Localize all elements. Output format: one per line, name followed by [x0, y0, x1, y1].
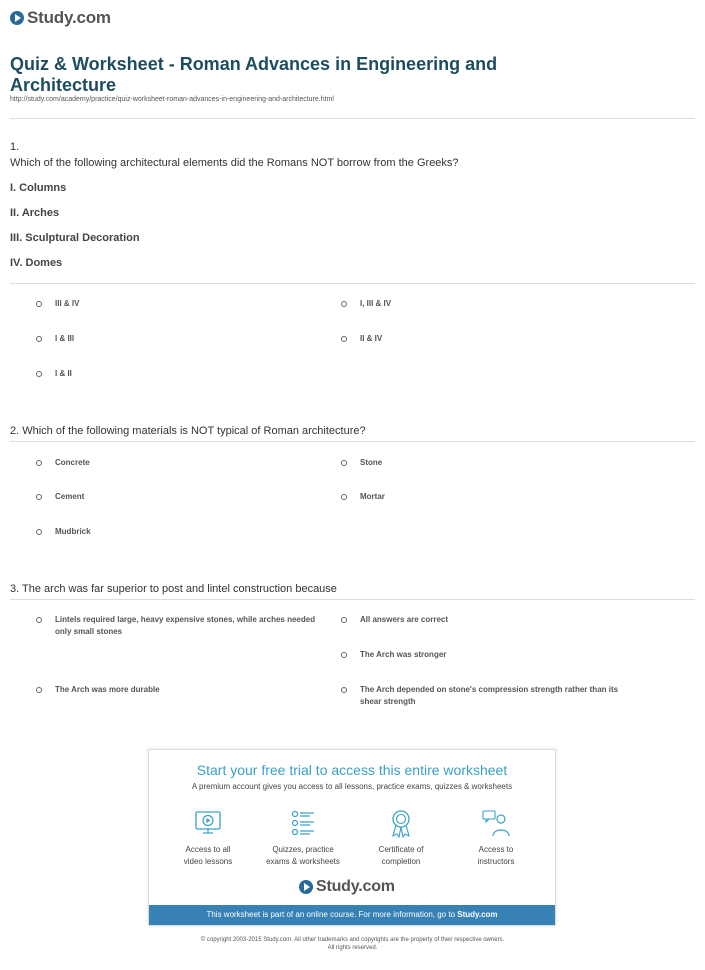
- radio-button[interactable]: [341, 301, 347, 307]
- q1-option[interactable]: [36, 368, 72, 380]
- option-label: Concrete: [55, 458, 90, 467]
- q2-option[interactable]: [341, 457, 382, 469]
- divider: [10, 599, 695, 600]
- radio-button[interactable]: [36, 687, 42, 693]
- feature-label: video lessons: [183, 857, 233, 866]
- q3-option[interactable]: [341, 614, 448, 626]
- option-label: All answers are correct: [360, 615, 449, 624]
- promo-bar-link[interactable]: Study.com: [457, 910, 498, 919]
- q2-option[interactable]: [36, 457, 90, 469]
- question-1-item: II. Arches: [10, 207, 60, 219]
- q3-option[interactable]: [341, 684, 631, 708]
- option-label: The Arch was stronger: [360, 650, 447, 659]
- logo-text: Study.com: [27, 8, 111, 27]
- option-label: Mudbrick: [55, 527, 91, 536]
- q1-option[interactable]: [341, 333, 382, 345]
- option-label: Mortar: [360, 492, 385, 501]
- radio-button[interactable]: [341, 617, 347, 623]
- feature-label: Access to all: [185, 845, 231, 854]
- radio-button[interactable]: [341, 336, 347, 342]
- divider: [10, 118, 695, 119]
- radio-button[interactable]: [36, 301, 42, 307]
- feature-certificate: [361, 808, 441, 868]
- feature-label: exams & worksheets: [266, 857, 340, 866]
- option-label: Stone: [360, 458, 383, 467]
- radio-button[interactable]: [36, 617, 42, 623]
- page-title: Quiz & Worksheet - Roman Advances in Engineering and Architecture: [10, 54, 498, 95]
- question-1-item: IV. Domes: [10, 257, 63, 269]
- q3-option[interactable]: [36, 684, 160, 696]
- promo-box: [148, 749, 556, 926]
- q1-option[interactable]: [341, 298, 391, 310]
- feature-video-lessons: [168, 808, 248, 868]
- question-1-text: Which of the following architectural elements did the Romans NOT borrow from the Greeks?: [10, 157, 459, 169]
- copyright-line: All rights reserved.: [327, 945, 378, 951]
- study-logo[interactable]: [10, 8, 111, 28]
- option-label: I & II: [55, 369, 72, 378]
- option-label: Lintels required large, heavy expensive stones, while arches needed only small stones: [55, 615, 316, 636]
- q2-option[interactable]: [36, 526, 91, 538]
- option-label: The Arch depended on stone's compression strength rather than its shear strength: [360, 685, 619, 706]
- option-label: Cement: [55, 492, 85, 501]
- logo-text: Study.com: [316, 878, 395, 895]
- question-1-number: 1.: [10, 141, 20, 153]
- promo-title[interactable]: Start your free trial to access this entire worksheet: [196, 762, 508, 778]
- option-label: I, III & IV: [360, 299, 392, 308]
- option-label: I & III: [55, 334, 75, 343]
- promo-bar-text: This worksheet is part of an online course. For more information, go to: [206, 910, 458, 919]
- feature-label: Quizzes, practice: [272, 845, 334, 854]
- promo-logo[interactable]: [299, 878, 395, 896]
- feature-quizzes: [263, 808, 343, 868]
- q1-option[interactable]: [36, 298, 79, 310]
- question-2-text: 2. Which of the following materials is NOT typical of Roman architecture?: [10, 425, 366, 437]
- feature-label: Access to: [478, 845, 514, 854]
- q3-option[interactable]: [341, 649, 446, 661]
- radio-button[interactable]: [341, 460, 347, 466]
- play-icon: [10, 11, 24, 25]
- promo-bar: [149, 905, 555, 925]
- question-3-text: 3. The arch was far superior to post and lintel construction because: [10, 583, 337, 595]
- option-label: The Arch was more durable: [55, 685, 160, 694]
- radio-button[interactable]: [36, 494, 42, 500]
- radio-button[interactable]: [341, 687, 347, 693]
- radio-button[interactable]: [36, 529, 42, 535]
- radio-button[interactable]: [36, 336, 42, 342]
- q1-option[interactable]: [36, 333, 74, 345]
- q2-option[interactable]: [36, 491, 84, 503]
- feature-label: Certificate of: [378, 845, 424, 854]
- option-label: III & IV: [55, 299, 80, 308]
- video-lesson-icon: [193, 808, 223, 838]
- q2-option[interactable]: [341, 491, 385, 503]
- play-icon: [299, 880, 313, 894]
- feature-label: instructors: [477, 857, 515, 866]
- radio-button[interactable]: [341, 652, 347, 658]
- option-label: II & IV: [360, 334, 383, 343]
- question-1-item: I. Columns: [10, 182, 67, 194]
- copyright-line: © copyright 2003-2015 Study.com. All other trademarks and copyrights are the property of their respective owners.: [200, 937, 505, 943]
- radio-button[interactable]: [36, 371, 42, 377]
- page-url: http://study.com/academy/practice/quiz-worksheet-roman-advances-in-engineering-and-architecture.html: [10, 96, 334, 103]
- feature-instructors: [456, 808, 536, 868]
- divider: [10, 283, 695, 284]
- divider: [10, 441, 695, 442]
- radio-button[interactable]: [36, 460, 42, 466]
- promo-subtitle: A premium account gives you access to all lessons, practice exams, quizzes & worksheets: [191, 782, 513, 791]
- feature-label: completion: [381, 857, 421, 866]
- copyright-footer: [0, 936, 705, 952]
- instructor-icon: [481, 808, 511, 838]
- certificate-icon: [386, 808, 416, 838]
- radio-button[interactable]: [341, 494, 347, 500]
- question-1-item: III. Sculptural Decoration: [10, 232, 140, 244]
- quiz-list-icon: [288, 808, 318, 838]
- q3-option[interactable]: [36, 614, 326, 638]
